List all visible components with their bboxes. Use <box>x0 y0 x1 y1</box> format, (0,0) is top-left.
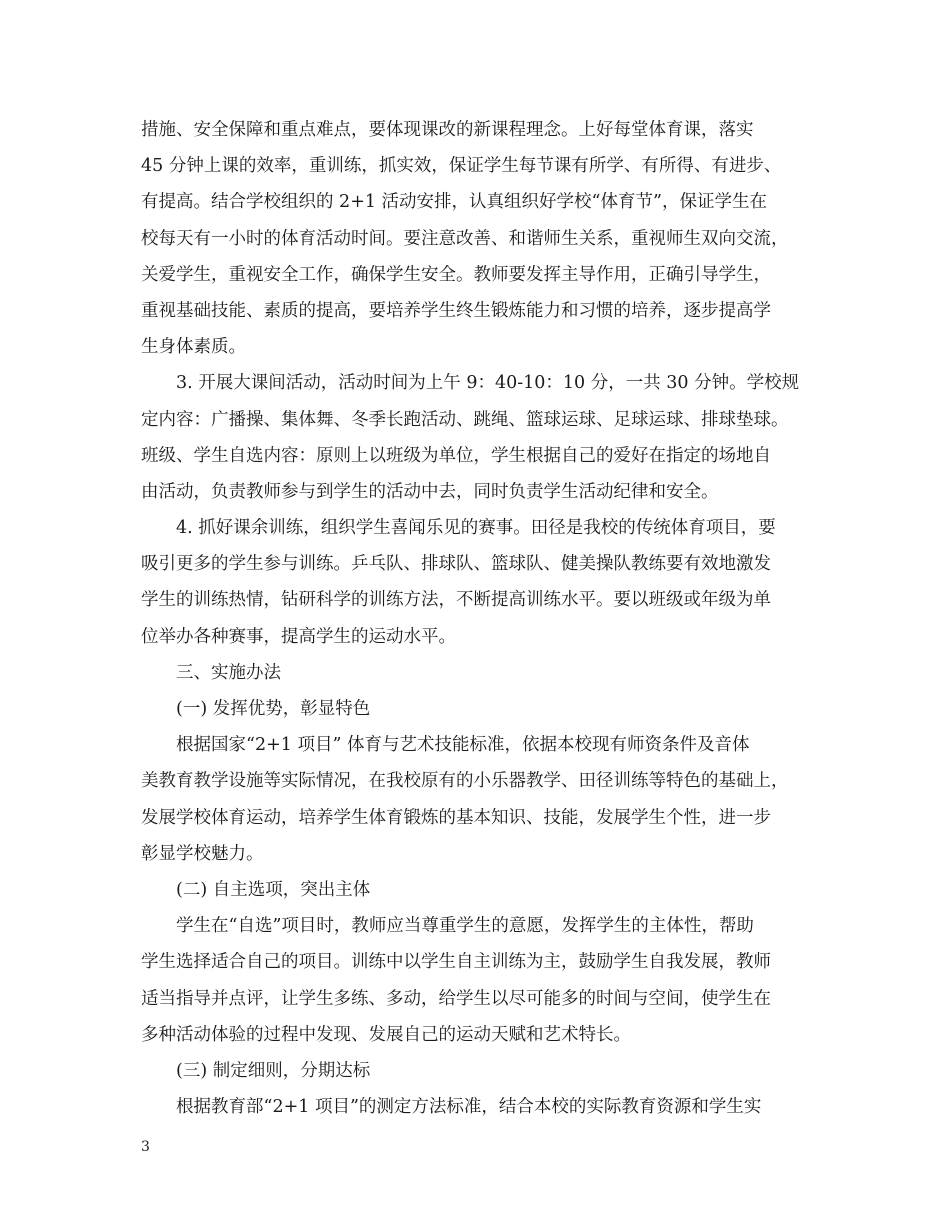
paragraph-start-line: 学生在“自选”项目时，教师应当尊重学生的意愿，发挥学生的主体性，帮助 <box>176 916 754 937</box>
text-line: 定内容：广播操、集体舞、冬季长跑活动、跳绳、篮球运球、足球运球、排球垫球。 <box>141 409 789 430</box>
text-line: 吸引更多的学生参与训练。乒乓队、排球队、篮球队、健美操队教练要有效地激发 <box>141 554 771 575</box>
text-line: 适当指导并点评，让学生多练、多动，给学生以尽可能多的时间与空间，使学生在 <box>141 988 771 1009</box>
text-line: 45 分钟上课的效率，重训练，抓实效，保证学生每节课有所学、有所得、有进步、 <box>141 156 782 177</box>
text-line: 发展学校体育运动，培养学生体育锻炼的基本知识、技能，发展学生个性，进一步 <box>141 807 771 828</box>
text-line: 关爱学生，重视安全工作，确保学生安全。教师要发挥主导作用，正确引导学生， <box>141 264 771 285</box>
text-line: 多种活动体验的过程中发现、发展自己的运动天赋和艺术特长。 <box>141 1024 631 1045</box>
subsection-heading: (三) 制定细则，分期达标 <box>176 1060 371 1081</box>
text-line: 位举办各种赛事，提高学生的运动水平。 <box>141 626 456 647</box>
subsection-heading: (一) 发挥优势，彰显特色 <box>176 699 371 719</box>
paragraph-start-line: 4. 抓好课余训练，组织学生喜闻乐见的赛事。田径是我校的传统体育项目，要 <box>176 518 776 539</box>
text-line: 学生的训练热情，钻研科学的训练方法，不断提高训练水平。要以班级或年级为单 <box>141 590 771 611</box>
text-line: 措施、安全保障和重点难点，要体现课改的新课程理念。上好每堂体育课，落实 <box>141 120 754 140</box>
document-body <box>141 112 823 1125</box>
text-line: 重视基础技能、素质的提高，要培养学生终生锻炼能力和习惯的培养，逐步提高学 <box>141 300 771 321</box>
text-line: 校每天有一小时的体育活动时间。要注意改善、和谐师生关系，重视师生双向交流， <box>141 228 789 249</box>
text-line: 班级、学生自选内容：原则上以班级为单位，学生根据自己的爱好在指定的场地自 <box>141 445 771 466</box>
text-line: 彰显学校魅力。 <box>141 843 264 864</box>
page-number: 3 <box>141 1139 150 1155</box>
subsection-heading: (二) 自主选项，突出主体 <box>176 879 371 900</box>
paragraph-start-line: 3. 开展大课间活动，活动时间为上午 9：40-10：10 分，一共 30 分钟。学校规 <box>176 373 800 394</box>
text-line: 有提高。结合学校组织的 2+1 活动安排，认真组织好学校“体育节”，保证学生在 <box>141 192 767 213</box>
paragraph-start-line: 根据国家“2+1 项目” 体育与艺术技能标准，依据本校现有师资条件及音体 <box>176 735 750 756</box>
text-line: 由活动，负责教师参与到学生的活动中去，同时负责学生活动纪律和安全。 <box>141 481 719 502</box>
section-heading: 三、实施办法 <box>176 662 281 683</box>
text-line: 美教育教学设施等实际情况，在我校原有的小乐器教学、田径训练等特色的基础上， <box>141 771 789 792</box>
paragraph-start-line: 根据教育部“2+1 项目”的测定方法标准，结合本校的实际教育资源和学生实 <box>176 1097 762 1118</box>
text-line: 学生选择适合自己的项目。训练中以学生自主训练为主，鼓励学生自我发展，教师 <box>141 952 771 973</box>
text-line: 生身体素质。 <box>141 337 246 358</box>
